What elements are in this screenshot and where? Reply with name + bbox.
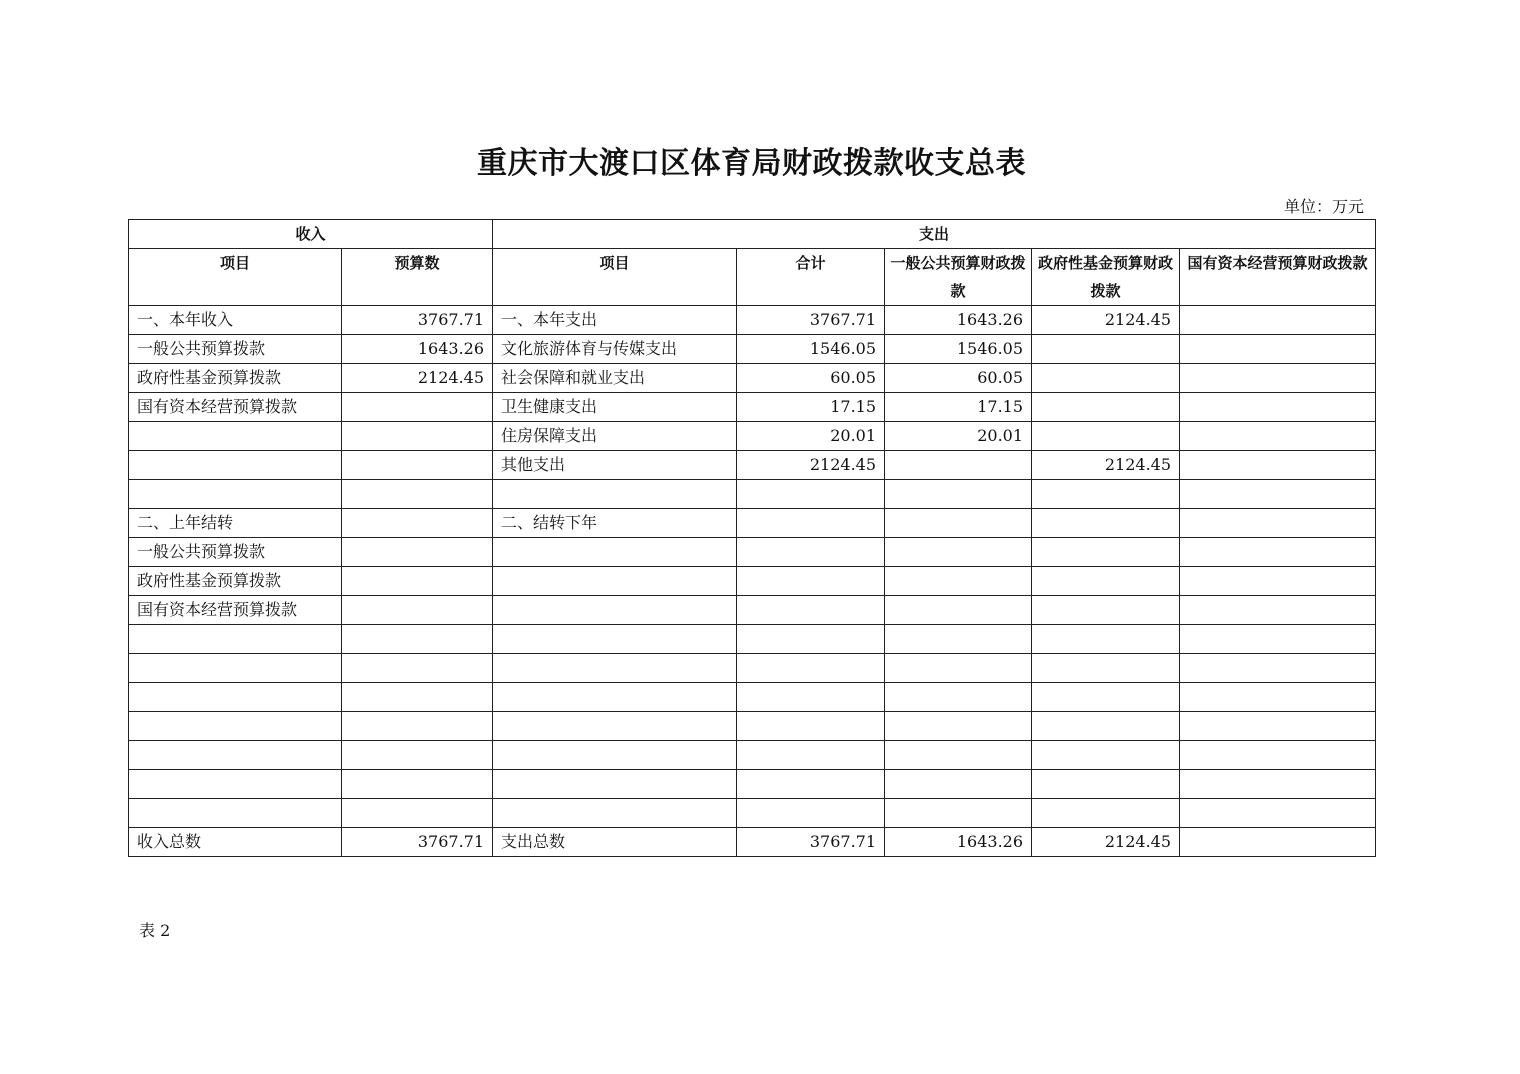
income-budget-cell — [342, 480, 493, 509]
table-row — [129, 422, 1376, 451]
income-item-cell: 国有资本经营预算拨款 — [129, 596, 342, 625]
government-fund-cell — [1032, 538, 1180, 567]
general-public-cell — [885, 596, 1032, 625]
income-budget-cell: 3767.71 — [342, 828, 493, 857]
state-capital-cell — [1180, 770, 1376, 799]
general-public-cell — [885, 509, 1032, 538]
state-capital-cell — [1180, 538, 1376, 567]
expense-total-cell — [737, 712, 885, 741]
col-header-income-item: 项目 — [129, 249, 342, 306]
table-row — [129, 770, 1376, 799]
government-fund-cell — [1032, 422, 1180, 451]
general-public-cell: 1643.26 — [885, 828, 1032, 857]
state-capital-cell — [1180, 741, 1376, 770]
general-public-cell: 60.05 — [885, 364, 1032, 393]
government-fund-cell: 2124.45 — [1032, 306, 1180, 335]
income-budget-cell — [342, 654, 493, 683]
col-header-general-public: 一般公共预算财政拨款 — [885, 249, 1032, 306]
income-item-cell — [129, 422, 342, 451]
expense-total-cell — [737, 596, 885, 625]
government-fund-cell — [1032, 741, 1180, 770]
income-item-cell: 政府性基金预算拨款 — [129, 364, 342, 393]
income-budget-cell — [342, 422, 493, 451]
general-public-cell — [885, 451, 1032, 480]
expense-item-cell: 住房保障支出 — [493, 422, 737, 451]
government-fund-cell — [1032, 509, 1180, 538]
general-public-cell — [885, 654, 1032, 683]
income-budget-cell — [342, 451, 493, 480]
expense-total-cell — [737, 509, 885, 538]
income-item-cell: 政府性基金预算拨款 — [129, 567, 342, 596]
group-header-row — [129, 220, 1376, 249]
income-item-cell: 一般公共预算拨款 — [129, 538, 342, 567]
income-item-cell: 一般公共预算拨款 — [129, 335, 342, 364]
expense-item-cell: 二、结转下年 — [493, 509, 737, 538]
state-capital-cell — [1180, 567, 1376, 596]
general-public-cell — [885, 712, 1032, 741]
income-budget-cell — [342, 567, 493, 596]
expense-item-cell — [493, 538, 737, 567]
income-budget-cell — [342, 538, 493, 567]
expense-item-cell: 其他支出 — [493, 451, 737, 480]
income-budget-cell — [342, 712, 493, 741]
table-row — [129, 306, 1376, 335]
expense-item-cell — [493, 741, 737, 770]
state-capital-cell — [1180, 306, 1376, 335]
income-budget-cell: 1643.26 — [342, 335, 493, 364]
table-row — [129, 451, 1376, 480]
state-capital-cell — [1180, 654, 1376, 683]
general-public-cell — [885, 480, 1032, 509]
col-header-total: 合计 — [737, 249, 885, 306]
government-fund-cell — [1032, 335, 1180, 364]
general-public-cell — [885, 538, 1032, 567]
table-row — [129, 799, 1376, 828]
income-budget-cell — [342, 683, 493, 712]
income-item-cell — [129, 741, 342, 770]
general-public-cell — [885, 683, 1032, 712]
col-header-government-fund: 政府性基金预算财政拨款 — [1032, 249, 1180, 306]
state-capital-cell — [1180, 625, 1376, 654]
table-row — [129, 335, 1376, 364]
government-fund-cell — [1032, 480, 1180, 509]
income-item-cell: 一、本年收入 — [129, 306, 342, 335]
government-fund-cell: 2124.45 — [1032, 451, 1180, 480]
income-item-cell — [129, 480, 342, 509]
table-row — [129, 596, 1376, 625]
general-public-cell: 17.15 — [885, 393, 1032, 422]
state-capital-cell — [1180, 828, 1376, 857]
expense-item-cell: 文化旅游体育与传媒支出 — [493, 335, 737, 364]
table-row — [129, 393, 1376, 422]
budget-table — [128, 219, 1376, 857]
expense-group-header: 支出 — [493, 220, 1376, 249]
table-row — [129, 741, 1376, 770]
expense-total-cell — [737, 567, 885, 596]
expense-item-cell — [493, 596, 737, 625]
government-fund-cell — [1032, 683, 1180, 712]
state-capital-cell — [1180, 596, 1376, 625]
state-capital-cell — [1180, 683, 1376, 712]
expense-total-cell — [737, 799, 885, 828]
government-fund-cell — [1032, 596, 1180, 625]
general-public-cell — [885, 567, 1032, 596]
expense-item-cell — [493, 770, 737, 799]
unit-label: 单位：万元 — [1283, 197, 1364, 216]
income-group-header: 收入 — [129, 220, 493, 249]
expense-total-cell: 17.15 — [737, 393, 885, 422]
state-capital-cell — [1180, 799, 1376, 828]
table-number: 表 2 — [139, 921, 171, 940]
column-header-row — [129, 249, 1376, 306]
income-item-cell — [129, 451, 342, 480]
government-fund-cell — [1032, 393, 1180, 422]
government-fund-cell: 2124.45 — [1032, 828, 1180, 857]
income-budget-cell: 3767.71 — [342, 306, 493, 335]
income-item-cell — [129, 683, 342, 712]
expense-total-cell — [737, 480, 885, 509]
government-fund-cell — [1032, 712, 1180, 741]
income-item-cell: 国有资本经营预算拨款 — [129, 393, 342, 422]
expense-total-cell: 2124.45 — [737, 451, 885, 480]
income-budget-cell — [342, 625, 493, 654]
state-capital-cell — [1180, 422, 1376, 451]
income-item-cell — [129, 770, 342, 799]
table-row — [129, 625, 1376, 654]
general-public-cell — [885, 625, 1032, 654]
income-item-cell — [129, 712, 342, 741]
table-row — [129, 654, 1376, 683]
col-header-expense-item: 项目 — [493, 249, 737, 306]
page-title: 重庆市大渡口区体育局财政拨款收支总表 — [477, 146, 1026, 181]
income-item-cell — [129, 799, 342, 828]
expense-item-cell — [493, 799, 737, 828]
table-row — [129, 480, 1376, 509]
col-header-income-budget: 预算数 — [342, 249, 493, 306]
expense-item-cell — [493, 567, 737, 596]
expense-total-cell — [737, 625, 885, 654]
government-fund-cell — [1032, 654, 1180, 683]
table-row — [129, 828, 1376, 857]
expense-total-cell — [737, 770, 885, 799]
expense-total-cell — [737, 538, 885, 567]
income-budget-cell — [342, 770, 493, 799]
expense-total-cell: 3767.71 — [737, 306, 885, 335]
general-public-cell: 20.01 — [885, 422, 1032, 451]
government-fund-cell — [1032, 625, 1180, 654]
table-row — [129, 538, 1376, 567]
state-capital-cell — [1180, 451, 1376, 480]
income-item-cell — [129, 625, 342, 654]
income-budget-cell — [342, 741, 493, 770]
general-public-cell — [885, 770, 1032, 799]
government-fund-cell — [1032, 799, 1180, 828]
income-item-cell: 二、上年结转 — [129, 509, 342, 538]
expense-total-cell — [737, 741, 885, 770]
government-fund-cell — [1032, 770, 1180, 799]
general-public-cell — [885, 799, 1032, 828]
general-public-cell: 1643.26 — [885, 306, 1032, 335]
table-row — [129, 509, 1376, 538]
expense-item-cell — [493, 654, 737, 683]
income-budget-cell: 2124.45 — [342, 364, 493, 393]
table-row — [129, 712, 1376, 741]
income-budget-cell — [342, 596, 493, 625]
general-public-cell: 1546.05 — [885, 335, 1032, 364]
state-capital-cell — [1180, 335, 1376, 364]
income-budget-cell — [342, 509, 493, 538]
expense-total-cell: 20.01 — [737, 422, 885, 451]
income-budget-cell — [342, 393, 493, 422]
expense-item-cell — [493, 712, 737, 741]
government-fund-cell — [1032, 567, 1180, 596]
state-capital-cell — [1180, 712, 1376, 741]
table-body — [129, 306, 1376, 857]
state-capital-cell — [1180, 480, 1376, 509]
income-budget-cell — [342, 799, 493, 828]
expense-total-cell: 60.05 — [737, 364, 885, 393]
income-item-cell: 收入总数 — [129, 828, 342, 857]
expense-total-cell: 1546.05 — [737, 335, 885, 364]
expense-item-cell — [493, 625, 737, 654]
expense-total-cell — [737, 683, 885, 712]
expense-total-cell — [737, 654, 885, 683]
state-capital-cell — [1180, 364, 1376, 393]
expense-item-cell: 社会保障和就业支出 — [493, 364, 737, 393]
expense-item-cell: 一、本年支出 — [493, 306, 737, 335]
table-row — [129, 364, 1376, 393]
state-capital-cell — [1180, 509, 1376, 538]
general-public-cell — [885, 741, 1032, 770]
income-item-cell — [129, 654, 342, 683]
expense-item-cell — [493, 683, 737, 712]
col-header-state-capital: 国有资本经营预算财政拨款 — [1180, 249, 1376, 306]
expense-total-cell: 3767.71 — [737, 828, 885, 857]
government-fund-cell — [1032, 364, 1180, 393]
table-row — [129, 567, 1376, 596]
expense-item-cell — [493, 480, 737, 509]
expense-item-cell: 卫生健康支出 — [493, 393, 737, 422]
table-row — [129, 683, 1376, 712]
expense-item-cell: 支出总数 — [493, 828, 737, 857]
state-capital-cell — [1180, 393, 1376, 422]
